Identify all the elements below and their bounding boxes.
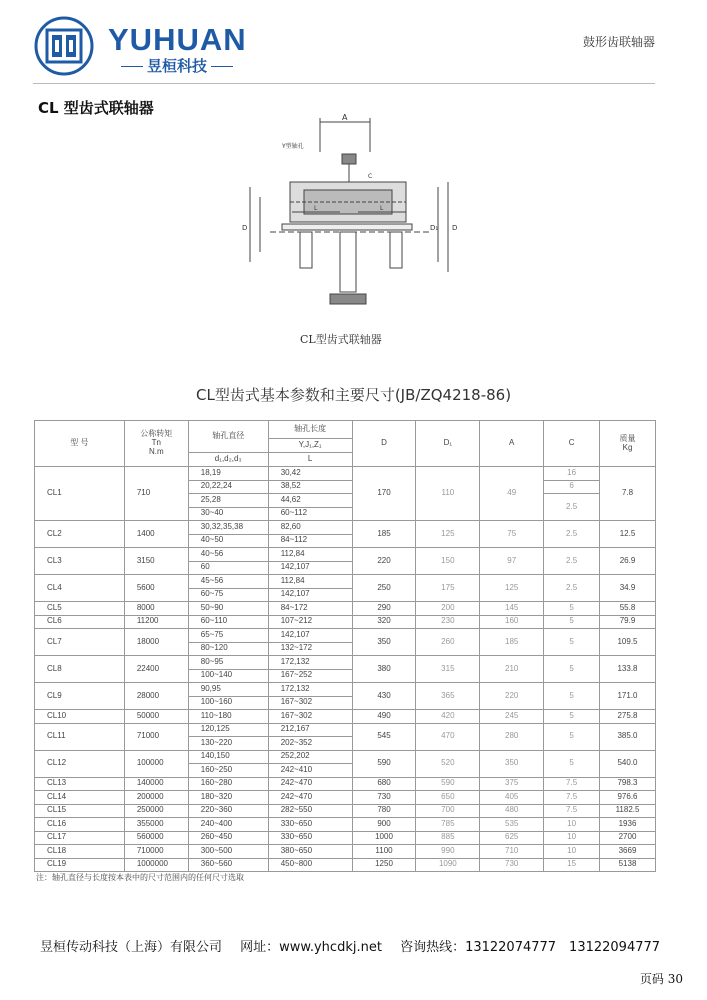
cell-model: CL5 xyxy=(35,602,125,616)
cell-torque: 22400 xyxy=(124,656,188,683)
cell-length: 167~302 xyxy=(268,710,352,724)
spec-table xyxy=(34,420,656,872)
cell-length: 242~410 xyxy=(268,764,352,778)
cell-bore: 40~56 xyxy=(188,548,268,562)
cell-a: 405 xyxy=(480,791,544,805)
cell-mass: 385.0 xyxy=(600,723,656,750)
cell-bore: 110~180 xyxy=(188,710,268,724)
cell-bore: 20,22,24 xyxy=(188,480,268,494)
cell-torque: 200000 xyxy=(124,791,188,805)
cell-model: CL18 xyxy=(35,845,125,859)
cell-torque: 3150 xyxy=(124,548,188,575)
cell-bore: 40~50 xyxy=(188,534,268,548)
cell-a: 350 xyxy=(480,750,544,777)
table-row xyxy=(35,656,656,670)
cell-d: 380 xyxy=(352,656,416,683)
cell-c: 5 xyxy=(544,656,600,683)
cell-mass: 976.6 xyxy=(600,791,656,805)
cell-length: 142,107 xyxy=(268,629,352,643)
cell-length: 132~172 xyxy=(268,642,352,656)
cell-model: CL3 xyxy=(35,548,125,575)
cell-model: CL19 xyxy=(35,858,125,872)
cell-d1: 420 xyxy=(416,710,480,724)
header-torque-unit: N.m xyxy=(148,446,164,456)
cell-length: 84~172 xyxy=(268,602,352,616)
cell-mass: 275.8 xyxy=(600,710,656,724)
cell-c: 10 xyxy=(544,831,600,845)
footer-company: 昱桓传动科技（上海）有限公司 xyxy=(40,940,223,955)
cell-length: 172,132 xyxy=(268,656,352,670)
cell-bore: 65~75 xyxy=(188,629,268,643)
cell-bore: 100~160 xyxy=(188,696,268,710)
cell-bore: 220~360 xyxy=(188,804,268,818)
page-number: 页码 30 xyxy=(639,972,683,986)
table-row xyxy=(35,548,656,562)
header-mass xyxy=(600,421,656,467)
cell-length: 252,202 xyxy=(268,750,352,764)
cell-a: 375 xyxy=(480,777,544,791)
cell-torque: 710000 xyxy=(124,845,188,859)
page-footer xyxy=(40,936,674,955)
cell-a: 245 xyxy=(480,710,544,724)
cell-length: 330~650 xyxy=(268,818,352,832)
yuhuan-logo-icon xyxy=(33,16,95,76)
cell-mass: 3669 xyxy=(600,845,656,859)
table-row xyxy=(35,723,656,737)
cell-length: 30,42 xyxy=(268,467,352,481)
cell-bore: 120,125 xyxy=(188,723,268,737)
cell-bore: 25,28 xyxy=(188,494,268,508)
cell-a: 210 xyxy=(480,656,544,683)
cell-length: 142,107 xyxy=(268,561,352,575)
cell-length: 242~470 xyxy=(268,777,352,791)
cell-model: CL17 xyxy=(35,831,125,845)
cell-d1: 110 xyxy=(416,467,480,521)
header-divider xyxy=(33,83,655,84)
label-a: A xyxy=(342,113,348,122)
table-row xyxy=(35,710,656,724)
table-row xyxy=(35,602,656,616)
cell-bore: 180~320 xyxy=(188,791,268,805)
cell-bore: 60 xyxy=(188,561,268,575)
cell-mass: 1182.5 xyxy=(600,804,656,818)
cell-c: 5 xyxy=(544,723,600,750)
cell-bore: 100~140 xyxy=(188,669,268,683)
cell-d: 185 xyxy=(352,521,416,548)
cell-c: 6 xyxy=(544,480,600,494)
table-row xyxy=(35,831,656,845)
cell-a: 97 xyxy=(480,548,544,575)
label-y-bore: Y型轴孔 xyxy=(282,143,304,150)
cell-d1: 260 xyxy=(416,629,480,656)
cell-d: 350 xyxy=(352,629,416,656)
coupling-drawing xyxy=(230,112,470,327)
cell-d: 250 xyxy=(352,575,416,602)
header-c: C xyxy=(544,421,600,467)
spec-table-body xyxy=(35,467,656,872)
cell-model: CL7 xyxy=(35,629,125,656)
cell-d1: 315 xyxy=(416,656,480,683)
header-d: D xyxy=(352,421,416,467)
label-l-left: L xyxy=(314,205,318,212)
cell-mass: 12.5 xyxy=(600,521,656,548)
cell-bore: 45~56 xyxy=(188,575,268,589)
header-mass-label: 质量 xyxy=(619,433,636,443)
cell-d1: 150 xyxy=(416,548,480,575)
cell-bore: 160~250 xyxy=(188,764,268,778)
label-c: C xyxy=(368,173,373,180)
cell-d: 590 xyxy=(352,750,416,777)
cell-torque: 1000000 xyxy=(124,858,188,872)
cell-a: 75 xyxy=(480,521,544,548)
table-row xyxy=(35,777,656,791)
label-d1: D₁ xyxy=(430,224,439,232)
cell-bore: 360~560 xyxy=(188,858,268,872)
cell-torque: 8000 xyxy=(124,602,188,616)
cell-length: 107~212 xyxy=(268,615,352,629)
cell-torque: 355000 xyxy=(124,818,188,832)
cell-c: 10 xyxy=(544,845,600,859)
section-title: CL 型齿式联轴器 xyxy=(38,99,154,117)
bolt-head xyxy=(342,154,356,164)
cell-a: 480 xyxy=(480,804,544,818)
cell-d: 490 xyxy=(352,710,416,724)
cell-d1: 125 xyxy=(416,521,480,548)
cell-d: 220 xyxy=(352,548,416,575)
header-model: 型 号 xyxy=(35,421,125,467)
cell-mass: 55.8 xyxy=(600,602,656,616)
cell-bore: 130~220 xyxy=(188,737,268,751)
cell-mass: 171.0 xyxy=(600,683,656,710)
cell-a: 185 xyxy=(480,629,544,656)
cell-a: 220 xyxy=(480,683,544,710)
cell-c: 5 xyxy=(544,615,600,629)
header-d1: D₁ xyxy=(416,421,480,467)
cell-bore: 300~500 xyxy=(188,845,268,859)
cell-torque: 18000 xyxy=(124,629,188,656)
header-category: 鼓形齿联轴器 xyxy=(582,35,655,49)
footer-website[interactable]: 网址：www.yhcdkj.net xyxy=(240,940,382,955)
cell-a: 145 xyxy=(480,602,544,616)
cell-length: 38,52 xyxy=(268,480,352,494)
table-row xyxy=(35,615,656,629)
cell-length: 167~252 xyxy=(268,669,352,683)
cell-c: 2.5 xyxy=(544,575,600,602)
cell-torque: 560000 xyxy=(124,831,188,845)
cell-length: 60~112 xyxy=(268,507,352,521)
cell-a: 535 xyxy=(480,818,544,832)
header-bore-symbol: d₁,d₂,d₃ xyxy=(188,453,268,467)
cell-torque: 50000 xyxy=(124,710,188,724)
cell-c: 5 xyxy=(544,710,600,724)
header-a: A xyxy=(480,421,544,467)
cell-d1: 885 xyxy=(416,831,480,845)
header-mass-unit: Kg xyxy=(622,442,633,452)
cell-length: 172,132 xyxy=(268,683,352,697)
cell-model: CL11 xyxy=(35,723,125,750)
cell-length: 44,62 xyxy=(268,494,352,508)
table-row xyxy=(35,804,656,818)
cell-model: CL13 xyxy=(35,777,125,791)
cell-d1: 470 xyxy=(416,723,480,750)
label-d-right: D xyxy=(452,224,458,232)
cell-model: CL9 xyxy=(35,683,125,710)
cell-a: 49 xyxy=(480,467,544,521)
divider-line xyxy=(211,66,233,67)
table-row xyxy=(35,818,656,832)
table-row xyxy=(35,521,656,535)
cell-torque: 100000 xyxy=(124,750,188,777)
cell-model: CL2 xyxy=(35,521,125,548)
cell-mass: 798.3 xyxy=(600,777,656,791)
brand-subtitle xyxy=(108,55,246,76)
cell-d: 680 xyxy=(352,777,416,791)
cell-model: CL1 xyxy=(35,467,125,521)
cell-length: 84~112 xyxy=(268,534,352,548)
figure-caption: CL型齿式联轴器 xyxy=(300,333,382,346)
cell-model: CL10 xyxy=(35,710,125,724)
table-row xyxy=(35,845,656,859)
cell-torque: 11200 xyxy=(124,615,188,629)
header-torque xyxy=(124,421,188,467)
cell-c: 15 xyxy=(544,858,600,872)
cell-bore: 18,19 xyxy=(188,467,268,481)
cell-model: CL4 xyxy=(35,575,125,602)
cell-d1: 520 xyxy=(416,750,480,777)
cell-d1: 200 xyxy=(416,602,480,616)
table-row xyxy=(35,858,656,872)
cell-d: 1100 xyxy=(352,845,416,859)
header-torque-label: 公称转矩 xyxy=(140,429,173,439)
table-row xyxy=(35,791,656,805)
cell-model: CL12 xyxy=(35,750,125,777)
cell-c: 7.5 xyxy=(544,777,600,791)
cell-d: 900 xyxy=(352,818,416,832)
cell-d1: 365 xyxy=(416,683,480,710)
cell-bore: 80~95 xyxy=(188,656,268,670)
cell-a: 710 xyxy=(480,845,544,859)
cell-a: 730 xyxy=(480,858,544,872)
cell-bore: 30~40 xyxy=(188,507,268,521)
divider-line xyxy=(121,66,143,67)
cell-c: 2.5 xyxy=(544,494,600,521)
cell-bore: 140,150 xyxy=(188,750,268,764)
page-header xyxy=(0,0,707,80)
cell-torque: 1400 xyxy=(124,521,188,548)
cell-length: 282~550 xyxy=(268,804,352,818)
cell-d: 545 xyxy=(352,723,416,750)
cell-mass: 1936 xyxy=(600,818,656,832)
cell-d: 1000 xyxy=(352,831,416,845)
cell-torque: 5600 xyxy=(124,575,188,602)
label-l-right: L xyxy=(380,205,384,212)
cell-mass: 5138 xyxy=(600,858,656,872)
cell-d: 780 xyxy=(352,804,416,818)
cell-d: 170 xyxy=(352,467,416,521)
cell-length: 82,60 xyxy=(268,521,352,535)
table-row xyxy=(35,683,656,697)
label-d-left: D xyxy=(242,224,248,232)
cell-bore: 60~75 xyxy=(188,588,268,602)
cell-a: 625 xyxy=(480,831,544,845)
table-row xyxy=(35,750,656,764)
cell-model: CL14 xyxy=(35,791,125,805)
cell-d: 430 xyxy=(352,683,416,710)
cell-d1: 230 xyxy=(416,615,480,629)
cell-d: 730 xyxy=(352,791,416,805)
cell-c: 5 xyxy=(544,683,600,710)
cell-length: 330~650 xyxy=(268,831,352,845)
header-length-symbol: L xyxy=(268,453,352,467)
header-length-types: Y,J₁,Z₁ xyxy=(268,439,352,453)
cell-bore: 160~280 xyxy=(188,777,268,791)
cell-d1: 590 xyxy=(416,777,480,791)
cell-a: 280 xyxy=(480,723,544,750)
cell-length: 202~352 xyxy=(268,737,352,751)
cell-d: 320 xyxy=(352,615,416,629)
cell-model: CL8 xyxy=(35,656,125,683)
cell-c: 5 xyxy=(544,602,600,616)
cell-d: 1250 xyxy=(352,858,416,872)
cell-d1: 990 xyxy=(416,845,480,859)
cell-d1: 175 xyxy=(416,575,480,602)
cell-bore: 50~90 xyxy=(188,602,268,616)
cell-length: 212,167 xyxy=(268,723,352,737)
table-row xyxy=(35,575,656,589)
cell-bore: 240~400 xyxy=(188,818,268,832)
bolt-head xyxy=(330,294,366,304)
cell-length: 242~470 xyxy=(268,791,352,805)
cell-torque: 710 xyxy=(124,467,188,521)
cell-c: 5 xyxy=(544,750,600,777)
cell-length: 112,84 xyxy=(268,575,352,589)
cell-length: 380~650 xyxy=(268,845,352,859)
cell-mass: 26.9 xyxy=(600,548,656,575)
cell-mass: 34.9 xyxy=(600,575,656,602)
cell-a: 125 xyxy=(480,575,544,602)
cell-mass: 540.0 xyxy=(600,750,656,777)
cell-d1: 1090 xyxy=(416,858,480,872)
brand-sub-text: 昱桓科技 xyxy=(146,57,207,75)
header-length: 轴孔长度 xyxy=(268,421,352,439)
cell-model: CL6 xyxy=(35,615,125,629)
table-note: 注：轴孔直径与长度按本表中的尺寸范围内的任何尺寸选取 xyxy=(36,873,244,882)
cell-bore: 90,95 xyxy=(188,683,268,697)
table-row xyxy=(35,467,656,481)
cell-c: 2.5 xyxy=(544,548,600,575)
cell-a: 160 xyxy=(480,615,544,629)
cell-torque: 250000 xyxy=(124,804,188,818)
cell-torque: 71000 xyxy=(124,723,188,750)
cell-c: 10 xyxy=(544,818,600,832)
cell-d: 290 xyxy=(352,602,416,616)
cell-length: 112,84 xyxy=(268,548,352,562)
cell-length: 167~302 xyxy=(268,696,352,710)
cell-length: 142,107 xyxy=(268,588,352,602)
footer-hotline: 咨询热线：13122074777 13122094777 xyxy=(400,940,661,955)
cell-torque: 28000 xyxy=(124,683,188,710)
cell-bore: 30,32,35,38 xyxy=(188,521,268,535)
cell-c: 2.5 xyxy=(544,521,600,548)
cell-length: 450~800 xyxy=(268,858,352,872)
cell-c: 16 xyxy=(544,467,600,481)
brand-name: YUHUAN xyxy=(108,22,247,57)
cell-d1: 700 xyxy=(416,804,480,818)
cell-mass: 109.5 xyxy=(600,629,656,656)
cell-mass: 133.8 xyxy=(600,656,656,683)
cell-c: 7.5 xyxy=(544,804,600,818)
cell-d1: 785 xyxy=(416,818,480,832)
cell-model: CL15 xyxy=(35,804,125,818)
cell-d1: 650 xyxy=(416,791,480,805)
cell-mass: 2700 xyxy=(600,831,656,845)
header-torque-symbol: Tn xyxy=(151,438,161,448)
cell-torque: 140000 xyxy=(124,777,188,791)
cell-bore: 80~120 xyxy=(188,642,268,656)
cell-bore: 260~450 xyxy=(188,831,268,845)
cell-mass: 79.9 xyxy=(600,615,656,629)
cell-bore: 60~110 xyxy=(188,615,268,629)
table-row xyxy=(35,629,656,643)
cell-c: 5 xyxy=(544,629,600,656)
cell-c: 7.5 xyxy=(544,791,600,805)
cell-mass: 7.8 xyxy=(600,467,656,521)
header-bore: 轴孔直径 xyxy=(188,421,268,453)
cell-model: CL16 xyxy=(35,818,125,832)
table-title: CL型齿式基本参数和主要尺寸(JB/ZQ4218-86) xyxy=(196,386,512,404)
